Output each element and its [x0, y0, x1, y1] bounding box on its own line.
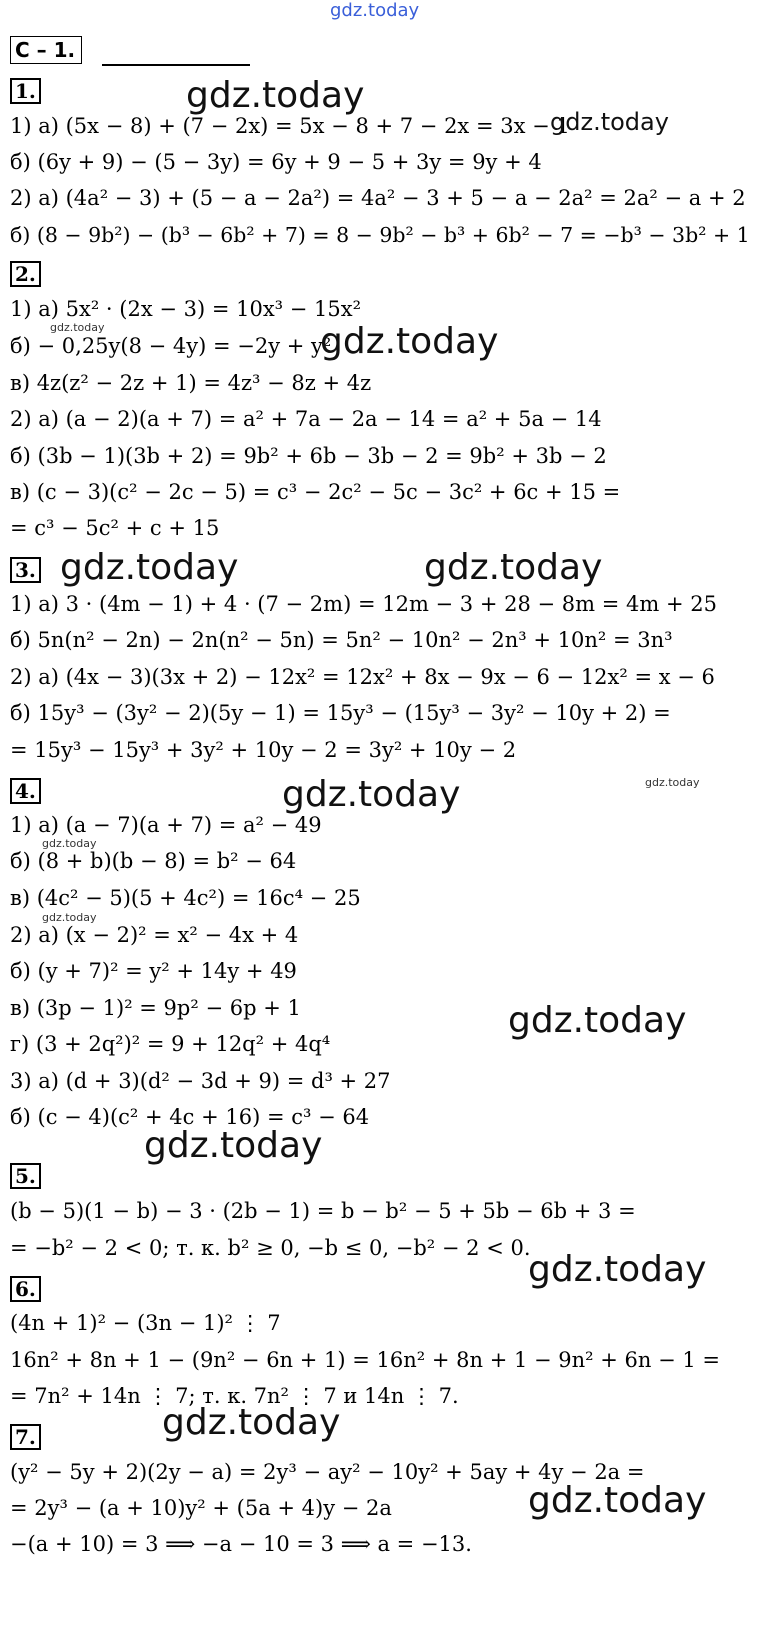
task2-line7: = c³ − 5c² + c + 15	[10, 516, 220, 540]
task6-line3: = 7n² + 14n ⋮ 7; т. к. 7n² ⋮ 7 и 14n ⋮ 7.	[10, 1384, 459, 1408]
task3-line1: 1) а) 3 · (4m − 1) + 4 · (7 − 2m) = 12m − 3 + 28 − 8m = 4m + 25	[10, 592, 717, 616]
watermark: gdz.today	[645, 776, 700, 789]
watermark: gdz.today	[42, 837, 97, 850]
watermark: gdz.today	[528, 1249, 707, 1290]
watermark: gdz.today	[528, 1480, 707, 1521]
header-underline	[102, 64, 250, 66]
task3-line2: б) 5n(n² − 2n) − 2n(n² − 5n) = 5n² − 10n² − 2n³ + 10n² = 3n³	[10, 628, 673, 652]
task4-line7: г) (3 + 2q²)² = 9 + 12q² + 4q⁴	[10, 1032, 331, 1056]
watermark: gdz.today	[50, 321, 105, 334]
task2-line2: б) − 0,25y(8 − 4y) = −2y + y²	[10, 334, 332, 358]
watermark: gdz.today	[186, 75, 365, 116]
task5-line1: (b − 5)(1 − b) − 3 · (2b − 1) = b − b² − 5 + 5b − 6b + 3 =	[10, 1199, 636, 1223]
watermark: gdz.today	[282, 774, 461, 815]
watermark: gdz.today	[42, 911, 97, 924]
task7-line2: = 2y³ − (a + 10)y² + (5a + 4)y − 2a	[10, 1496, 392, 1520]
task1-line2: б) (6y + 9) − (5 − 3y) = 6y + 9 − 5 + 3y = 9y + 4	[10, 150, 542, 174]
task1-line4: б) (8 − 9b²) − (b³ − 6b² + 7) = 8 − 9b² − b³ + 6b² − 7 = −b³ − 3b² + 1	[10, 223, 750, 247]
task-number-7: 7.	[10, 1424, 41, 1450]
watermark: gdz.today	[550, 108, 669, 136]
watermark: gdz.today	[508, 1000, 687, 1041]
watermark: gdz.today	[60, 547, 239, 588]
task4-line5: б) (y + 7)² = y² + 14y + 49	[10, 959, 297, 983]
task4-line6: в) (3p − 1)² = 9p² − 6p + 1	[10, 996, 301, 1020]
task-number-3: 3.	[10, 557, 41, 583]
task2-line1: 1) а) 5x² · (2x − 3) = 10x³ − 15x²	[10, 297, 362, 321]
task4-line4: 2) а) (x − 2)² = x² − 4x + 4	[10, 923, 299, 947]
task3-line3: 2) а) (4x − 3)(3x + 2) − 12x² = 12x² + 8x − 9x − 6 − 12x² = x − 6	[10, 665, 715, 689]
task2-line5: б) (3b − 1)(3b + 2) = 9b² + 6b − 3b − 2 = 9b² + 3b − 2	[10, 444, 607, 468]
task7-line1: (y² − 5y + 2)(2y − a) = 2y³ − ay² − 10y² + 5ay + 4y − 2a =	[10, 1460, 645, 1484]
task4-line8: 3) а) (d + 3)(d² − 3d + 9) = d³ + 27	[10, 1069, 391, 1093]
watermark: gdz.today	[144, 1125, 323, 1166]
task4-line2: б) (8 + b)(b − 8) = b² − 64	[10, 849, 297, 873]
task4-line3: в) (4c² − 5)(5 + 4c²) = 16c⁴ − 25	[10, 886, 361, 910]
task-number-4: 4.	[10, 778, 41, 804]
task5-line2: = −b² − 2 < 0; т. к. b² ≥ 0, −b ≤ 0, −b² − 2 < 0.	[10, 1236, 531, 1260]
watermark: gdz.today	[320, 321, 499, 362]
task-number-6: 6.	[10, 1276, 41, 1302]
task-number-5: 5.	[10, 1163, 41, 1189]
task7-line3: −(a + 10) = 3 ⟹ −a − 10 = 3 ⟹ a = −13.	[10, 1532, 472, 1556]
section-header: С – 1.	[10, 36, 82, 64]
task2-line3: в) 4z(z² − 2z + 1) = 4z³ − 8z + 4z	[10, 371, 372, 395]
task6-line1: (4n + 1)² − (3n − 1)² ⋮ 7	[10, 1311, 281, 1335]
task-number-1: 1.	[10, 78, 41, 104]
task1-line3: 2) а) (4a² − 3) + (5 − a − 2a²) = 4a² − 3 + 5 − a − 2a² = 2a² − a + 2	[10, 186, 746, 210]
watermark: gdz.today	[162, 1402, 341, 1443]
task4-line9: б) (c − 4)(c² + 4c + 16) = c³ − 64	[10, 1105, 370, 1129]
task2-line4: 2) а) (a − 2)(a + 7) = a² + 7a − 2a − 14 = a² + 5a − 14	[10, 407, 602, 431]
task1-line1: 1) а) (5x − 8) + (7 − 2x) = 5x − 8 + 7 − 2x = 3x − 1	[10, 114, 570, 138]
task-number-2: 2.	[10, 261, 41, 287]
task3-line4: б) 15y³ − (3y² − 2)(5y − 1) = 15y³ − (15y³ − 3y² − 10y + 2) =	[10, 701, 671, 725]
task4-line1: 1) а) (a − 7)(a + 7) = a² − 49	[10, 813, 322, 837]
task6-line2: 16n² + 8n + 1 − (9n² − 6n + 1) = 16n² + 8n + 1 − 9n² + 6n − 1 =	[10, 1348, 720, 1372]
watermark: gdz.today	[424, 547, 603, 588]
task2-line6: в) (c − 3)(c² − 2c − 5) = c³ − 2c² − 5c − 3c² + 6c + 15 =	[10, 480, 621, 504]
site-logo-top: gdz.today	[330, 0, 420, 21]
task3-line5: = 15y³ − 15y³ + 3y² + 10y − 2 = 3y² + 10y − 2	[10, 738, 517, 762]
